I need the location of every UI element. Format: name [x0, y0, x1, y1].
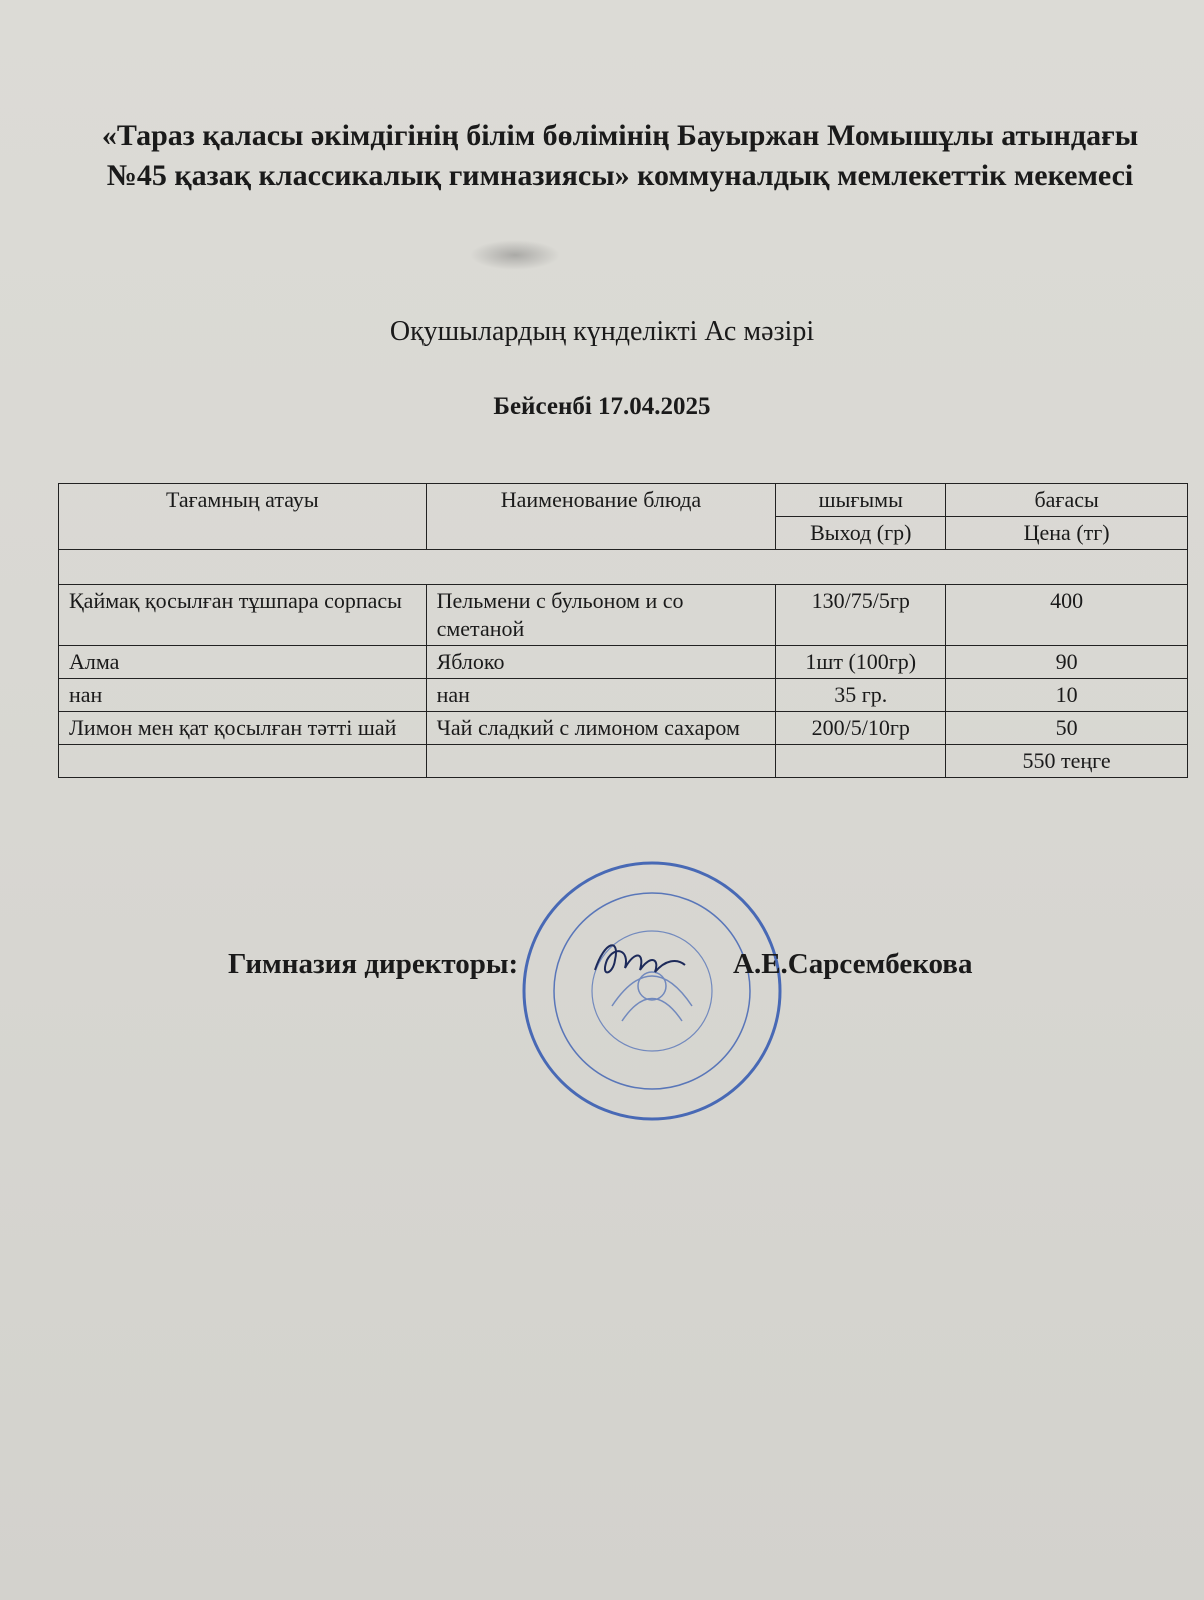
- signature: [585, 930, 695, 990]
- cell-price: 50: [946, 712, 1188, 745]
- cell-name-ru: Чай сладкий с лимоном сахаром: [426, 712, 776, 745]
- director-label: Гимназия директоры:: [228, 948, 519, 980]
- table-total-row: [59, 745, 1188, 778]
- cell-name-ru: Яблоко: [426, 646, 776, 679]
- cell-output: 1шт (100гр): [776, 646, 946, 679]
- header-name-kz: Тағамның атауы: [59, 484, 427, 550]
- cell-output: 130/75/5гр: [776, 585, 946, 646]
- official-seal: [517, 856, 787, 1126]
- header-name-ru: Наименование блюда: [426, 484, 776, 550]
- cell-name-ru: Пельмени с бульоном и со сметаной: [426, 585, 776, 646]
- organization-title: «Тараз қаласы әкімдігінің білім бөлімінің Бауыржан Момышұлы атындағы №45 қазақ классикалық гимназиясы» коммуналдық мемлекеттік мекемесі: [101, 119, 1139, 192]
- cell-output: 200/5/10гр: [776, 712, 946, 745]
- table-row: [59, 712, 1188, 745]
- menu-table: [58, 483, 1188, 778]
- cell-name-kz: Лимон мен қат қосылған тәтті шай: [59, 712, 427, 745]
- ink-smudge: [470, 240, 560, 270]
- cell-price: 10: [946, 679, 1188, 712]
- cell-name-kz: нан: [59, 679, 427, 712]
- table-row: [59, 679, 1188, 712]
- cell-name-kz: Қаймақ қосылған тұшпара сорпасы: [59, 585, 427, 646]
- cell-name-kz: Алма: [59, 646, 427, 679]
- header-price-ru: Цена (тг): [946, 517, 1188, 550]
- total-price: 550 теңге: [946, 745, 1188, 778]
- table-spacer-row: [59, 550, 1188, 585]
- cell-name-ru: нан: [426, 679, 776, 712]
- menu-date: Бейсенбі 17.04.2025: [493, 393, 711, 420]
- header-output-kz: шығымы: [776, 484, 946, 517]
- table-row: [59, 646, 1188, 679]
- cell-output: 35 гр.: [776, 679, 946, 712]
- header-price-kz: бағасы: [946, 484, 1188, 517]
- header-output-ru: Выход (гр): [776, 517, 946, 550]
- table-row: [59, 585, 1188, 646]
- director-name: А.Е.Сарсембекова: [733, 948, 973, 980]
- cell-price: 400: [946, 585, 1188, 646]
- cell-price: 90: [946, 646, 1188, 679]
- menu-title: Оқушылардың күнделікті Ас мәзірі: [389, 316, 815, 347]
- table-header-row: [59, 484, 1188, 517]
